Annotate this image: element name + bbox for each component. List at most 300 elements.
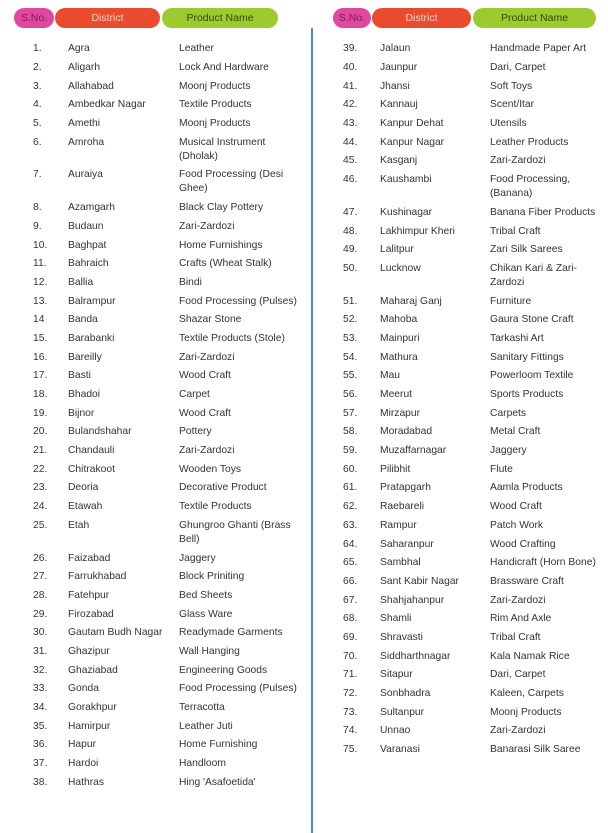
- product-name: Wooden Toys: [179, 463, 242, 475]
- district-name: Ambedkar Nagar: [68, 99, 146, 111]
- table-row: [0, 386, 304, 405]
- table-row: [312, 442, 608, 461]
- table-row: [0, 77, 304, 96]
- product-name: Textile Products (Stole): [179, 332, 285, 344]
- district-name: Hapur: [68, 739, 97, 751]
- district-name: Banda: [68, 314, 98, 326]
- serial-number: 13.: [33, 295, 48, 307]
- serial-number: 1.: [33, 43, 42, 55]
- district-name: Mainpuri: [380, 332, 420, 344]
- serial-number: 59.: [343, 445, 358, 457]
- product-name: Leather Products: [490, 136, 569, 148]
- left-table-header: [14, 8, 278, 28]
- district-name: Amethi: [68, 118, 101, 130]
- table-row: [312, 610, 608, 629]
- table-row: [0, 199, 304, 218]
- table-row: [0, 661, 304, 680]
- district-name: Jhansi: [380, 80, 410, 92]
- serial-number: 64.: [343, 538, 358, 550]
- table-row: [312, 367, 608, 386]
- serial-number: 5.: [33, 118, 42, 130]
- table-row: [312, 204, 608, 223]
- product-name: Kala Namak Rice: [490, 650, 570, 662]
- table-row: [0, 624, 304, 643]
- district-name: Pratapgarh: [380, 482, 431, 494]
- table-row: [312, 222, 608, 241]
- product-name: Wall Hanging: [179, 645, 240, 657]
- serial-number: 69.: [343, 631, 358, 643]
- serial-number: 55.: [343, 370, 358, 382]
- product-name: Pottery: [179, 426, 212, 438]
- product-name: Zari-Zardozi: [490, 594, 546, 606]
- product-name: Engineering Goods: [179, 664, 268, 676]
- table-row: [312, 241, 608, 260]
- table-row: [312, 77, 608, 96]
- serial-number: 11.: [33, 258, 47, 270]
- product-name: Chikan Kari & Zari-Zardozi: [490, 262, 577, 288]
- table-row: [0, 460, 304, 479]
- table-row: [312, 96, 608, 115]
- table-row: [312, 479, 608, 498]
- district-name: Hathras: [68, 776, 105, 788]
- district-name: Kanpur Dehat: [380, 118, 444, 130]
- serial-number: 7.: [33, 169, 42, 181]
- district-name: Mau: [380, 370, 401, 382]
- table-row: [312, 423, 608, 442]
- serial-number: 6.: [33, 136, 42, 148]
- serial-number: 51.: [343, 295, 358, 307]
- table-row: [0, 755, 304, 774]
- table-row: [0, 736, 304, 755]
- district-name: Lakhimpur Kheri: [380, 225, 455, 237]
- district-name: Sant Kabir Nagar: [380, 575, 459, 587]
- district-name: Faizabad: [68, 552, 111, 564]
- district-name: Fatehpur: [68, 589, 110, 601]
- district-name: Aligarh: [68, 62, 101, 74]
- district-name: Chandauli: [68, 445, 115, 457]
- serial-number: 43.: [343, 118, 358, 130]
- product-name: Jaggery: [490, 445, 527, 457]
- table-row: [0, 311, 304, 330]
- product-name: Dari, Carpet: [490, 62, 546, 74]
- serial-number: 63.: [343, 519, 358, 531]
- product-name: Crafts (Wheat Stalk): [179, 258, 272, 270]
- product-name: Soft Toys: [490, 80, 533, 92]
- district-name: Jaunpur: [380, 62, 418, 74]
- product-name: Food Processing, (Banana): [490, 174, 571, 200]
- product-name: Scent/Itar: [490, 99, 535, 111]
- table-row: [0, 605, 304, 624]
- district-name: Sitapur: [380, 669, 413, 681]
- serial-number: 68.: [343, 613, 358, 625]
- district-name: Shravasti: [380, 631, 423, 643]
- product-name: Food Processing (Pulses): [179, 295, 297, 307]
- product-name: Zari-Zardozi: [179, 351, 235, 363]
- district-name: Mirzapur: [380, 407, 421, 419]
- serial-number: 42.: [343, 99, 358, 111]
- product-name: Textile Products: [179, 99, 252, 111]
- serial-number: 38.: [33, 776, 48, 788]
- product-name: Tribal Craft: [490, 631, 541, 643]
- table-row: [0, 348, 304, 367]
- product-name: Food Processing (Desi Ghee): [179, 169, 284, 195]
- district-name: Bhadoi: [68, 389, 101, 401]
- serial-number: 67.: [343, 594, 358, 606]
- product-name: Black Clay Pottery: [179, 202, 264, 214]
- serial-number: 75.: [343, 744, 358, 756]
- serial-number: 3.: [33, 80, 42, 92]
- district-name: Raebareli: [380, 501, 425, 513]
- product-name: Brassware Craft: [490, 575, 564, 587]
- table-row: [312, 722, 608, 741]
- serial-number: 56.: [343, 389, 358, 401]
- district-name: Pilibhit: [380, 463, 411, 475]
- product-name: Banarasi Silk Saree: [490, 744, 581, 756]
- product-name: Wood Crafting: [490, 538, 556, 550]
- serial-number: 49.: [343, 244, 358, 256]
- product-name: Sports Products: [490, 389, 564, 401]
- serial-number: 12.: [33, 276, 48, 288]
- serial-number: 66.: [343, 575, 358, 587]
- product-name: Kaleen, Carpets: [490, 688, 564, 700]
- header-sno: S.No.: [333, 8, 371, 28]
- product-name: Wood Craft: [490, 501, 542, 513]
- table-row: [312, 40, 608, 59]
- product-name: Handloom: [179, 758, 226, 770]
- district-name: Etah: [68, 519, 90, 531]
- table-row: [312, 573, 608, 592]
- product-name: Tarkashi Art: [490, 332, 544, 344]
- serial-number: 57.: [343, 407, 358, 419]
- district-name: Saharanpur: [380, 538, 434, 550]
- table-row: [312, 404, 608, 423]
- product-name: Utensils: [490, 118, 527, 130]
- serial-number: 65.: [343, 557, 358, 569]
- product-name: Rim And Axle: [490, 613, 552, 625]
- serial-number: 50.: [343, 262, 358, 274]
- product-name: Home Furnishing: [179, 739, 258, 751]
- district-name: Sambhal: [380, 557, 421, 569]
- serial-number: 54.: [343, 351, 358, 363]
- serial-number: 37.: [33, 758, 48, 770]
- district-name: Unnao: [380, 725, 411, 737]
- table-row: [312, 517, 608, 536]
- district-name: Hardoi: [68, 758, 99, 770]
- product-name: Shazar Stone: [179, 314, 242, 326]
- serial-number: 46.: [343, 174, 358, 186]
- header-sno: S.No.: [14, 8, 54, 28]
- district-name: Baghpat: [68, 239, 107, 251]
- header-district: District: [372, 8, 471, 28]
- product-name: Hing 'Asafoetida': [179, 776, 256, 788]
- table-row: [312, 535, 608, 554]
- table-row: [0, 423, 304, 442]
- serial-number: 39.: [343, 43, 358, 55]
- header-district: District: [55, 8, 160, 28]
- table-row: [312, 703, 608, 722]
- table-row: [312, 311, 608, 330]
- serial-number: 34.: [33, 702, 48, 714]
- table-row: [312, 330, 608, 349]
- serial-number: 22.: [33, 463, 48, 475]
- district-name: Mathura: [380, 351, 418, 363]
- table-row: [0, 680, 304, 699]
- serial-number: 29.: [33, 608, 48, 620]
- right-table-body: [312, 40, 608, 759]
- product-name: Aamla Products: [490, 482, 563, 494]
- table-row: [0, 255, 304, 274]
- table-row: [0, 236, 304, 255]
- table-row: [0, 717, 304, 736]
- district-name: Amroha: [68, 136, 105, 148]
- product-name: Wood Craft: [179, 407, 231, 419]
- serial-number: 60.: [343, 463, 358, 475]
- serial-number: 74.: [343, 725, 358, 737]
- serial-number: 73.: [343, 706, 358, 718]
- product-name: Moonj Products: [179, 118, 251, 130]
- table-row: [0, 479, 304, 498]
- table-row: [312, 292, 608, 311]
- serial-number: 14: [33, 314, 45, 326]
- table-row: [312, 498, 608, 517]
- table-row: [0, 330, 304, 349]
- product-name: Lock And Hardware: [179, 62, 269, 74]
- district-name: Deoria: [68, 482, 99, 494]
- right-table-header: [333, 8, 596, 28]
- serial-number: 70.: [343, 650, 358, 662]
- product-name: Moonj Products: [179, 80, 251, 92]
- district-name: Sonbhadra: [380, 688, 431, 700]
- table-row: [312, 741, 608, 760]
- serial-number: 18.: [33, 389, 48, 401]
- serial-number: 71.: [343, 669, 358, 681]
- district-name: Siddharthnagar: [380, 650, 451, 662]
- product-name: Block Priniting: [179, 571, 245, 583]
- product-name: Terracotta: [179, 702, 225, 714]
- product-name: Food Processing (Pulses): [179, 683, 297, 695]
- product-name: Ghungroo Ghanti (Brass Bell): [179, 519, 291, 545]
- district-name: Lalitpur: [380, 244, 414, 256]
- table-row: [0, 218, 304, 237]
- table-row: [312, 591, 608, 610]
- table-row: [312, 348, 608, 367]
- product-name: Textile Products: [179, 501, 252, 513]
- table-row: [312, 133, 608, 152]
- serial-number: 8.: [33, 202, 42, 214]
- district-name: Lucknow: [380, 262, 421, 274]
- serial-number: 2.: [33, 62, 42, 74]
- table-row: [0, 498, 304, 517]
- district-name: Gautam Budh Nagar: [68, 627, 163, 639]
- table-row: [0, 442, 304, 461]
- district-name: Farrukhabad: [68, 571, 127, 583]
- table-row: [0, 292, 304, 311]
- district-name: Kannauj: [380, 99, 418, 111]
- district-name: Bulandshahar: [68, 426, 132, 438]
- serial-number: 19.: [33, 407, 48, 419]
- serial-number: 40.: [343, 62, 358, 74]
- district-name: Etawah: [68, 501, 103, 513]
- district-name: Balrampur: [68, 295, 116, 307]
- district-name: Sultanpur: [380, 706, 425, 718]
- serial-number: 72.: [343, 688, 358, 700]
- serial-number: 15.: [33, 332, 48, 344]
- serial-number: 30.: [33, 627, 48, 639]
- product-name: Bindi: [179, 276, 202, 288]
- product-name: Handmade Paper Art: [490, 43, 587, 55]
- district-name: Chitrakoot: [68, 463, 115, 475]
- table-row: [312, 647, 608, 666]
- serial-number: 58.: [343, 426, 358, 438]
- product-name: Decorative Product: [179, 482, 267, 494]
- table-row: [312, 260, 608, 293]
- product-name: Zari-Zardozi: [179, 220, 235, 232]
- district-name: Hamirpur: [68, 720, 111, 732]
- table-row: [312, 115, 608, 134]
- serial-number: 24.: [33, 501, 48, 513]
- table-row: [0, 115, 304, 134]
- product-name: Bed Sheets: [179, 589, 233, 601]
- product-name: Zari-Zardozi: [490, 155, 546, 167]
- district-name: Allahabad: [68, 80, 114, 92]
- product-name: Glass Ware: [179, 608, 233, 620]
- product-name: Musical Instrument (Dholak): [179, 136, 266, 162]
- district-name: Muzaffarnagar: [380, 445, 447, 457]
- product-name: Patch Work: [490, 519, 544, 531]
- product-name: Furniture: [490, 295, 532, 307]
- table-row: [312, 554, 608, 573]
- serial-number: 33.: [33, 683, 48, 695]
- serial-number: 53.: [343, 332, 358, 344]
- district-name: Rampur: [380, 519, 417, 531]
- table-row: [0, 96, 304, 115]
- table-row: [0, 587, 304, 606]
- district-name: Kushinagar: [380, 206, 433, 218]
- serial-number: 36.: [33, 739, 48, 751]
- serial-number: 4.: [33, 99, 42, 111]
- district-name: Maharaj Ganj: [380, 295, 442, 307]
- district-name: Ballia: [68, 276, 94, 288]
- product-name: Moonj Products: [490, 706, 562, 718]
- district-name: Ghazipur: [68, 645, 110, 657]
- serial-number: 27.: [33, 571, 48, 583]
- district-name: Gonda: [68, 683, 99, 695]
- left-table-body: [0, 40, 304, 792]
- product-name: Leather Juti: [179, 720, 233, 732]
- table-row: [0, 699, 304, 718]
- serial-number: 9.: [33, 220, 42, 232]
- table-row: [0, 773, 304, 792]
- product-name: Jaggery: [179, 552, 216, 564]
- product-name: Dari, Carpet: [490, 669, 546, 681]
- district-name: Meerut: [380, 389, 413, 401]
- table-row: [0, 166, 304, 199]
- serial-number: 23.: [33, 482, 48, 494]
- district-name: Varanasi: [380, 744, 420, 756]
- district-name: Azamgarh: [68, 202, 115, 214]
- district-name: Ghaziabad: [68, 664, 118, 676]
- product-name: Powerloom Textile: [490, 370, 574, 382]
- district-name: Auraiya: [68, 169, 103, 181]
- district-name: Agra: [68, 43, 90, 55]
- district-name: Jalaun: [380, 43, 411, 55]
- product-name: Leather: [179, 43, 214, 55]
- serial-number: 44.: [343, 136, 358, 148]
- product-name: Wood Craft: [179, 370, 231, 382]
- product-name: Zari Silk Sarees: [490, 244, 563, 256]
- table-row: [0, 367, 304, 386]
- table-row: [0, 549, 304, 568]
- serial-number: 62.: [343, 501, 358, 513]
- serial-number: 41.: [343, 80, 358, 92]
- district-name: Kaushambi: [380, 174, 432, 186]
- product-name: Home Furnishings: [179, 239, 263, 251]
- serial-number: 10.: [33, 239, 48, 251]
- serial-number: 48.: [343, 225, 358, 237]
- table-row: [0, 568, 304, 587]
- district-name: Shamli: [380, 613, 412, 625]
- serial-number: 28.: [33, 589, 48, 601]
- table-row: [312, 171, 608, 204]
- product-name: Tribal Craft: [490, 225, 541, 237]
- district-name: Shahjahanpur: [380, 594, 445, 606]
- table-row: [0, 517, 304, 550]
- district-name: Bareilly: [68, 351, 102, 363]
- district-name: Budaun: [68, 220, 104, 232]
- table-row: [0, 274, 304, 293]
- serial-number: 20.: [33, 426, 48, 438]
- table-row: [0, 643, 304, 662]
- table-row: [0, 59, 304, 78]
- product-name: Banana Fiber Products: [490, 206, 596, 218]
- table-row: [312, 59, 608, 78]
- table-row: [0, 40, 304, 59]
- table-row: [312, 666, 608, 685]
- district-name: Bahraich: [68, 258, 109, 270]
- table-row: [312, 685, 608, 704]
- table-row: [0, 133, 304, 166]
- serial-number: 26.: [33, 552, 48, 564]
- serial-number: 17.: [33, 370, 48, 382]
- district-name: Kasganj: [380, 155, 418, 167]
- serial-number: 45.: [343, 155, 358, 167]
- product-name: Metal Craft: [490, 426, 541, 438]
- serial-number: 52.: [343, 314, 358, 326]
- product-name: Handicraft (Horn Bone): [490, 557, 596, 569]
- product-name: Gaura Stone Craft: [490, 314, 574, 326]
- table-row: [312, 386, 608, 405]
- product-name: Carpet: [179, 389, 210, 401]
- serial-number: 16.: [33, 351, 48, 363]
- product-name: Readymade Garments: [179, 627, 283, 639]
- district-name: Mahoba: [380, 314, 418, 326]
- product-name: Carpets: [490, 407, 527, 419]
- header-product-name: Product Name: [473, 8, 596, 28]
- serial-number: 25.: [33, 519, 48, 531]
- table-row: [312, 152, 608, 171]
- serial-number: 21.: [33, 445, 48, 457]
- product-name: Flute: [490, 463, 513, 475]
- product-name: Zari-Zardozi: [179, 445, 235, 457]
- district-name: Bijnor: [68, 407, 95, 419]
- header-product-name: Product Name: [162, 8, 278, 28]
- serial-number: 61.: [343, 482, 358, 494]
- district-name: Barabanki: [68, 332, 115, 344]
- district-name: Kanpur Nagar: [380, 136, 445, 148]
- table-row: [0, 404, 304, 423]
- product-name: Zari-Zardozi: [490, 725, 546, 737]
- district-name: Firozabad: [68, 608, 114, 620]
